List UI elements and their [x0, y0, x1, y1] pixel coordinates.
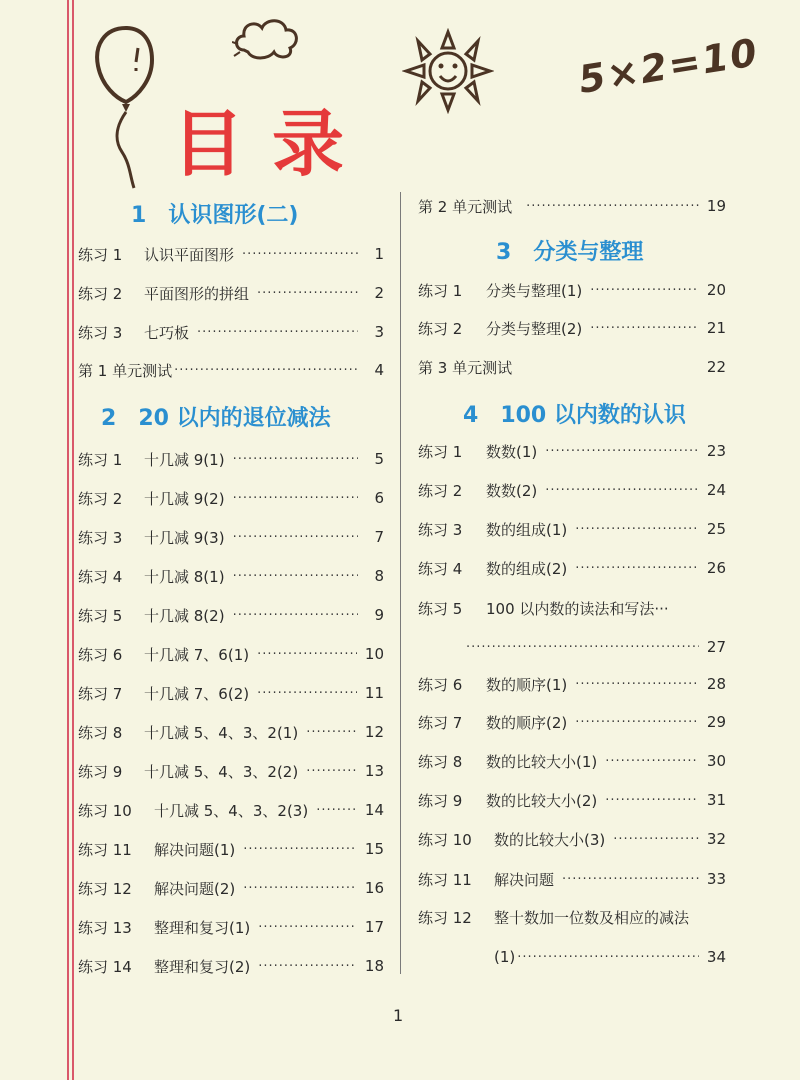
toc-entry[interactable]	[78, 565, 384, 587]
entry-tag: 练习 7	[78, 684, 123, 703]
entry-tag: 练习 1	[418, 442, 463, 461]
column-divider	[400, 192, 401, 974]
entry-title: 数的顺序(1)	[486, 675, 568, 694]
leader-dots	[243, 881, 357, 896]
entry-title: 十几减 5、4、3、2(1)	[144, 723, 299, 742]
toc-entry[interactable]	[78, 838, 384, 860]
entry-page: 21	[706, 319, 726, 337]
leader-dots	[590, 283, 699, 298]
entry-tag: 练习 8	[78, 723, 123, 742]
section-number: 1	[131, 203, 147, 228]
entry-tag: 练习 1	[78, 245, 123, 264]
entry-tag: 练习 9	[418, 791, 463, 810]
entry-tag: 练习 13	[78, 918, 132, 937]
leader-dots	[466, 640, 699, 655]
entry-tag: 练习 11	[418, 870, 472, 889]
entry-tag: 练习 11	[78, 840, 132, 859]
entry-title: 100 以内数的读法和写法···	[486, 599, 669, 618]
toc-entry[interactable]	[78, 604, 384, 626]
entry-page: 7	[374, 528, 384, 546]
toc-entry[interactable]	[78, 682, 384, 704]
entry-title: 十几减 8(2)	[144, 606, 225, 625]
entry-page: 24	[706, 481, 726, 499]
leader-dots	[258, 920, 357, 935]
toc-entry[interactable]	[78, 799, 384, 821]
toc-entry[interactable]	[78, 526, 384, 548]
entry-tag: 练习 3	[78, 323, 123, 342]
toc-entry[interactable]	[78, 916, 384, 938]
leader-dots	[605, 793, 699, 808]
entry-tag: 练习 12	[418, 908, 472, 927]
leader-dots	[575, 715, 699, 730]
toc-entry[interactable]	[418, 557, 726, 579]
entry-title: 解决问题(1)	[154, 840, 236, 859]
entry-tag: 练习 10	[78, 801, 132, 820]
leader-dots	[233, 491, 358, 506]
entry-page: 28	[706, 675, 726, 693]
toc-entry[interactable]	[78, 955, 384, 977]
leader-dots	[545, 483, 699, 498]
toc-entry[interactable]	[418, 789, 726, 811]
entry-tag: 练习 2	[418, 319, 463, 338]
entry-tag: 练习 8	[418, 752, 463, 771]
entry-page: 25	[706, 520, 726, 538]
entry-page: 27	[706, 638, 726, 656]
toc-entry[interactable]	[78, 321, 384, 343]
leader-dots	[575, 522, 699, 537]
toc-entry[interactable]	[418, 195, 726, 217]
entry-page: 14	[364, 801, 384, 819]
entry-tag: 练习 3	[78, 528, 123, 547]
toc-entry[interactable]	[78, 359, 384, 381]
leader-dots	[233, 608, 358, 623]
leader-dots	[590, 321, 699, 336]
leader-dots	[316, 803, 357, 818]
leader-dots	[613, 832, 699, 847]
entry-title: 七巧板	[144, 323, 190, 342]
entry-page: 8	[374, 567, 384, 585]
toc-entry[interactable]	[78, 721, 384, 743]
entry-title: 数数(2)	[486, 481, 538, 500]
entry-title: 数的比较大小(3)	[494, 830, 606, 849]
entry-page: 23	[706, 442, 726, 460]
entry-title: 十几减 9(1)	[144, 450, 225, 469]
entry-page: 22	[706, 358, 726, 376]
toc-entry[interactable]	[418, 673, 726, 695]
entry-page: 11	[364, 684, 384, 702]
entry-title: 分类与整理(1)	[486, 281, 583, 300]
toc-entry[interactable]	[418, 711, 726, 733]
entry-title: 十几减 5、4、3、2(2)	[144, 762, 299, 781]
page-title: 目录	[172, 101, 373, 186]
entry-title: 十几减 7、6(1)	[144, 645, 250, 664]
leader-dots	[243, 842, 357, 857]
toc-entry[interactable]	[418, 479, 726, 501]
leader-dots	[233, 569, 358, 584]
toc-entry-continuation[interactable]	[418, 946, 726, 968]
entry-title: 解决问题(2)	[154, 879, 236, 898]
entry-tag: 练习 14	[78, 957, 132, 976]
entry-tag: 练习 5	[418, 599, 463, 618]
entry-title: 平面图形的拼组	[144, 284, 250, 303]
entry-title: 第 3 单元测试	[418, 358, 513, 377]
entry-title: 十几减 8(1)	[144, 567, 225, 586]
entry-tag: 练习 2	[78, 284, 123, 303]
leader-dots	[197, 325, 358, 340]
toc-entry[interactable]	[418, 279, 726, 301]
leader-dots	[306, 764, 357, 779]
section-title: 认识图形(二)	[168, 203, 299, 228]
entry-tag: 练习 4	[418, 559, 463, 578]
leader-dots	[242, 247, 358, 262]
leader-dots	[174, 363, 358, 378]
entry-title: 整理和复习(2)	[154, 957, 251, 976]
toc-entry[interactable]	[78, 487, 384, 509]
section-heading	[496, 235, 643, 266]
leader-dots	[526, 199, 699, 214]
entry-title: 数的组成(1)	[486, 520, 568, 539]
leader-dots	[306, 725, 357, 740]
sun-doodle-icon	[402, 28, 494, 114]
entry-page: 26	[706, 559, 726, 577]
leader-dots	[257, 647, 357, 662]
toc-entry[interactable]	[78, 877, 384, 899]
entry-title: 数数(1)	[486, 442, 538, 461]
entry-tag: 练习 1	[78, 450, 123, 469]
margin-line	[67, 0, 69, 1080]
leader-dots	[562, 872, 699, 887]
entry-title: 数的组成(2)	[486, 559, 568, 578]
leader-dots	[257, 686, 357, 701]
leader-dots	[258, 959, 357, 974]
entry-page: 16	[364, 879, 384, 897]
cloud-doodle-icon	[232, 12, 302, 64]
section-heading	[131, 198, 298, 229]
entry-title: 十几减 9(2)	[144, 489, 225, 508]
leader-dots	[233, 452, 358, 467]
entry-title: 十几减 7、6(2)	[144, 684, 250, 703]
toc-entry[interactable]	[78, 243, 384, 265]
toc-entry[interactable]	[418, 317, 726, 339]
entry-page: 15	[364, 840, 384, 858]
leader-dots	[575, 677, 699, 692]
section-number: 4	[463, 403, 479, 428]
entry-tag: 练习 6	[78, 645, 123, 664]
entry-tag: 练习 1	[418, 281, 463, 300]
leader-dots	[545, 444, 699, 459]
entry-page: 17	[364, 918, 384, 936]
section-title: 分类与整理	[533, 240, 644, 265]
toc-entry[interactable]	[418, 868, 726, 890]
entry-page: 3	[374, 323, 384, 341]
section-title: 100 以内数的认识	[500, 403, 686, 428]
section-number: 2	[101, 406, 117, 431]
leader-dots	[517, 950, 699, 965]
doodle-equation: 5×2=10	[575, 30, 762, 102]
leader-dots	[233, 530, 358, 545]
toc-entry[interactable]	[418, 906, 726, 928]
entry-title: 解决问题	[494, 870, 555, 889]
entry-title: 整十数加一位数及相应的减法	[494, 908, 690, 927]
entry-page: 5	[374, 450, 384, 468]
entry-title: 数的比较大小(1)	[486, 752, 598, 771]
entry-page: 29	[706, 713, 726, 731]
entry-page: 31	[706, 791, 726, 809]
entry-page: 20	[706, 281, 726, 299]
margin-line	[72, 0, 74, 1080]
balloon-doodle-icon	[86, 22, 166, 192]
toc-entry[interactable]	[78, 643, 384, 665]
entry-title: 第 2 单元测试	[418, 197, 513, 216]
leader-dots	[605, 754, 699, 769]
section-heading	[463, 398, 686, 429]
entry-tag: 练习 10	[418, 830, 472, 849]
section-title: 20 以内的退位减法	[138, 406, 331, 431]
entry-tag: 练习 2	[78, 489, 123, 508]
leader-dots	[575, 561, 699, 576]
entry-page: 18	[364, 957, 384, 975]
toc-entry[interactable]	[418, 597, 726, 619]
entry-title: 数的顺序(2)	[486, 713, 568, 732]
toc-entry[interactable]	[78, 448, 384, 470]
entry-title: 第 1 单元测试	[78, 361, 173, 380]
entry-page: 4	[374, 361, 384, 379]
toc-entry[interactable]	[418, 356, 726, 378]
entry-page: 12	[364, 723, 384, 741]
toc-entry[interactable]	[418, 518, 726, 540]
entry-page: 13	[364, 762, 384, 780]
toc-entry[interactable]	[78, 282, 384, 304]
toc-entry[interactable]	[78, 760, 384, 782]
entry-page: 32	[706, 830, 726, 848]
page-number: 1	[393, 1006, 404, 1025]
entry-page: 33	[706, 870, 726, 888]
entry-page: 6	[374, 489, 384, 507]
entry-title: 认识平面图形	[144, 245, 235, 264]
entry-tag: 练习 12	[78, 879, 132, 898]
section-number: 3	[496, 240, 512, 265]
entry-tag: 练习 9	[78, 762, 123, 781]
entry-tag: 练习 7	[418, 713, 463, 732]
toc-entry[interactable]	[418, 750, 726, 772]
entry-tag: 练习 4	[78, 567, 123, 586]
entry-page: 19	[706, 197, 726, 215]
entry-title-continuation: (1)	[494, 948, 516, 966]
entry-title: 数的比较大小(2)	[486, 791, 598, 810]
entry-title: 十几减 5、4、3、2(3)	[154, 801, 309, 820]
entry-page: 10	[364, 645, 384, 663]
toc-entry[interactable]	[418, 828, 726, 850]
leader-dots	[257, 286, 358, 301]
entry-tag: 练习 2	[418, 481, 463, 500]
entry-page: 2	[374, 284, 384, 302]
entry-tag: 练习 5	[78, 606, 123, 625]
entry-tag: 练习 6	[418, 675, 463, 694]
entry-page: 34	[706, 948, 726, 966]
entry-title: 分类与整理(2)	[486, 319, 583, 338]
section-heading	[101, 401, 331, 432]
entry-tag: 练习 3	[418, 520, 463, 539]
entry-page: 9	[374, 606, 384, 624]
entry-page: 1	[374, 245, 384, 263]
entry-title: 十几减 9(3)	[144, 528, 225, 547]
toc-entry[interactable]	[418, 440, 726, 462]
entry-title: 整理和复习(1)	[154, 918, 251, 937]
toc-entry-continuation[interactable]	[418, 636, 726, 658]
entry-page: 30	[706, 752, 726, 770]
